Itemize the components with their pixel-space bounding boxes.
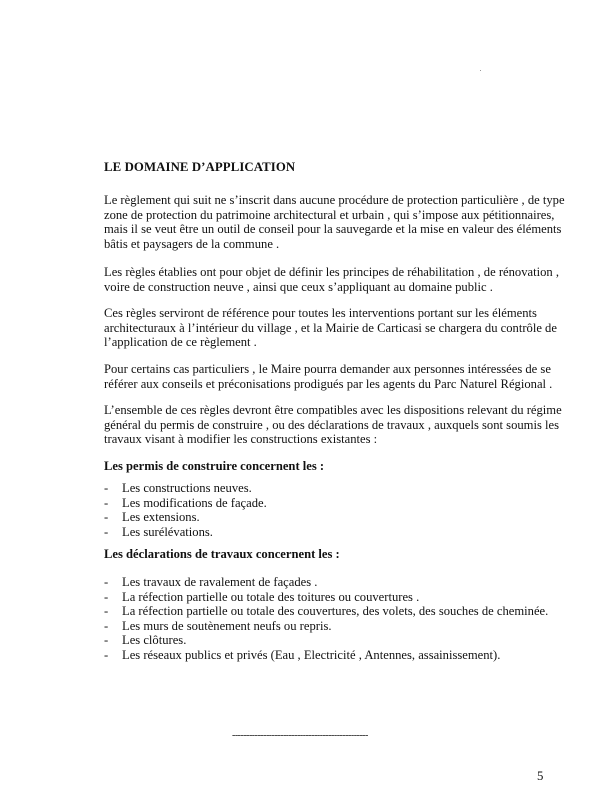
list-item-text: Les réseaux publics et privés (Eau , Electricité , Antennes, assainissement).: [122, 647, 501, 662]
paragraph-line: architecturaux à l’intérieur du village , et la Mairie de Carticasi se chargera du contrôle de: [104, 320, 557, 335]
bullet-dash: -: [104, 633, 109, 648]
paragraph-line: zone de protection du patrimoine architectural et urbain , qui s’impose aux pétitionnaires,: [104, 207, 555, 222]
paragraph-special-cases: [104, 362, 553, 391]
paragraph-line: travaux visant à modifier les constructions existantes :: [104, 432, 378, 447]
paragraph-line: mais il se veut être un outil de conseil pour la sauvegarde et la mise en valeur des éléments: [104, 222, 562, 237]
bullet-dash: -: [104, 575, 109, 589]
list-item-text: Les travaux de ravalement de façades .: [122, 575, 318, 589]
paragraph-rules: [104, 265, 559, 294]
paragraph-scope: [104, 193, 565, 251]
paragraph-line: Le règlement qui suit ne s’inscrit dans aucune procédure de protection particulière , de type: [104, 193, 565, 207]
paragraph-line: général du permis de construire , ou des déclarations de travaux , auxquels sont soumis les: [104, 417, 560, 432]
list-item-text: Les constructions neuves.: [122, 481, 252, 495]
paragraph-compatibility: [104, 403, 562, 447]
section-heading: LE DOMAINE D’APPLICATION: [104, 160, 296, 174]
separator-line: ------------------------------------------------: [232, 730, 368, 741]
list-item-text: Les modifications de façade.: [122, 495, 267, 510]
bullet-dash: -: [104, 510, 109, 525]
bullet-dash: -: [104, 647, 109, 662]
scan-speck: [480, 70, 481, 71]
bullet-dash: -: [104, 495, 109, 510]
page-number: 5: [537, 769, 544, 783]
paragraph-line: Les règles établies ont pour objet de définir les principes de réhabilitation , de rénovation ,: [104, 265, 559, 279]
list-item-text: Les clôtures.: [122, 633, 187, 648]
paragraph-line: voire de construction neuve , ainsi que ceux s’appliquant au domaine public .: [104, 279, 493, 294]
bullet-dash: -: [104, 589, 109, 604]
paragraph-line: l’application de ce règlement .: [104, 335, 257, 350]
paragraph-line: L’ensemble de ces règles devront être compatibles avec les dispositions relevant du régime: [104, 403, 562, 417]
permis-subheading: Les permis de construire concernent les :: [104, 459, 325, 473]
list-item-text: La réfection partielle ou totale des couvertures, des volets, des souches de cheminée.: [122, 604, 549, 619]
paragraph-line: référer aux conseils et préconisations prodigués par les agents du Parc Naturel Régional .: [104, 376, 553, 391]
bullet-dash: -: [104, 481, 109, 495]
paragraph-line: bâtis et paysagers de la commune .: [104, 236, 280, 251]
list-item-text: Les murs de soutènement neufs ou repris.: [122, 618, 332, 633]
declarations-subheading: Les déclarations de travaux concernent les :: [104, 547, 340, 561]
bullet-dash: -: [104, 524, 109, 539]
paragraph-line: Pour certains cas particuliers , le Maire pourra demander aux personnes intéressées de se: [104, 362, 551, 376]
bullet-dash: -: [104, 618, 109, 633]
list-item-text: Les extensions.: [122, 510, 200, 525]
paragraph-reference: [104, 306, 557, 350]
list-item-text: Les surélévations.: [122, 524, 213, 539]
paragraph-line: Ces règles serviront de référence pour toutes les interventions portant sur les éléments: [104, 306, 537, 320]
list-item-text: La réfection partielle ou totale des toitures ou couvertures .: [122, 589, 420, 604]
bullet-dash: -: [104, 604, 109, 619]
